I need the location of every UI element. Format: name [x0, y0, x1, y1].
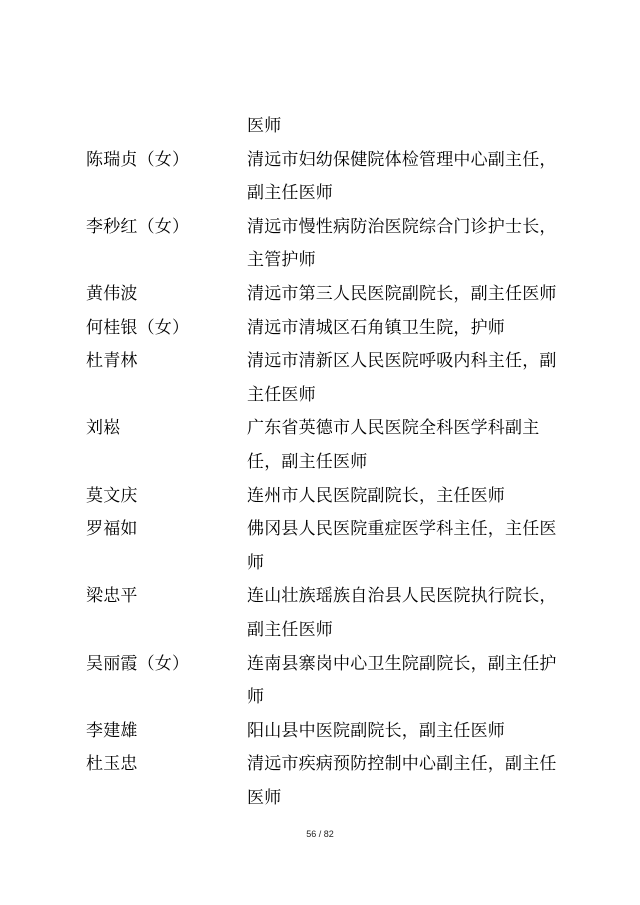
person-name: 莫文庆	[86, 486, 138, 506]
person-name: 刘崧	[86, 418, 121, 438]
person-title-line: 师	[247, 553, 265, 573]
person-name: 梁忠平	[86, 586, 138, 606]
person-name: 李秒红（女）	[86, 217, 190, 237]
person-title-line: 副主任医师	[247, 183, 333, 203]
person-name: 罗福如	[86, 519, 138, 539]
person-name: 何桂银（女）	[86, 318, 190, 338]
person-title-line: 连南县寨岗中心卫生院副院长，副主任护	[247, 654, 557, 674]
person-title-line: 师	[247, 687, 265, 707]
person-name: 杜青林	[86, 351, 138, 371]
person-title-line: 医师	[247, 116, 282, 136]
person-name: 陈瑞贞（女）	[86, 150, 190, 170]
person-title-line: 佛冈县人民医院重症医学科主任，主任医	[247, 519, 557, 539]
person-title-line: 主任医师	[247, 385, 316, 405]
person-title-line: 清远市清新区人民医院呼吸内科主任，副	[247, 351, 557, 371]
person-title-line: 清远市清城区石角镇卫生院，护师	[247, 318, 505, 338]
person-title-line: 阳山县中医院副院长，副主任医师	[247, 721, 505, 741]
person-title-line: 任，副主任医师	[247, 452, 368, 472]
person-title-line: 连山壮族瑶族自治县人民医院执行院长，	[247, 586, 557, 606]
person-name: 吴丽霞（女）	[86, 654, 190, 674]
person-name: 李建雄	[86, 721, 138, 741]
person-title-line: 主管护师	[247, 250, 316, 270]
person-title-line: 副主任医师	[247, 620, 333, 640]
person-name: 杜玉忠	[86, 754, 138, 774]
person-title-line: 医师	[247, 788, 282, 808]
person-name: 黄伟波	[86, 284, 138, 304]
page-number: 56 / 82	[306, 829, 334, 839]
person-title-line: 清远市疾病预防控制中心副主任，副主任	[247, 754, 557, 774]
person-title-line: 连州市人民医院副院长，主任医师	[247, 486, 505, 506]
person-title-line: 清远市妇幼保健院体检管理中心副主任，	[247, 150, 557, 170]
person-title-line: 清远市第三人民医院副院长，副主任医师	[247, 284, 557, 304]
person-title-line: 广东省英德市人民医院全科医学科副主	[247, 418, 540, 438]
person-title-line: 清远市慢性病防治医院综合门诊护士长，	[247, 217, 557, 237]
